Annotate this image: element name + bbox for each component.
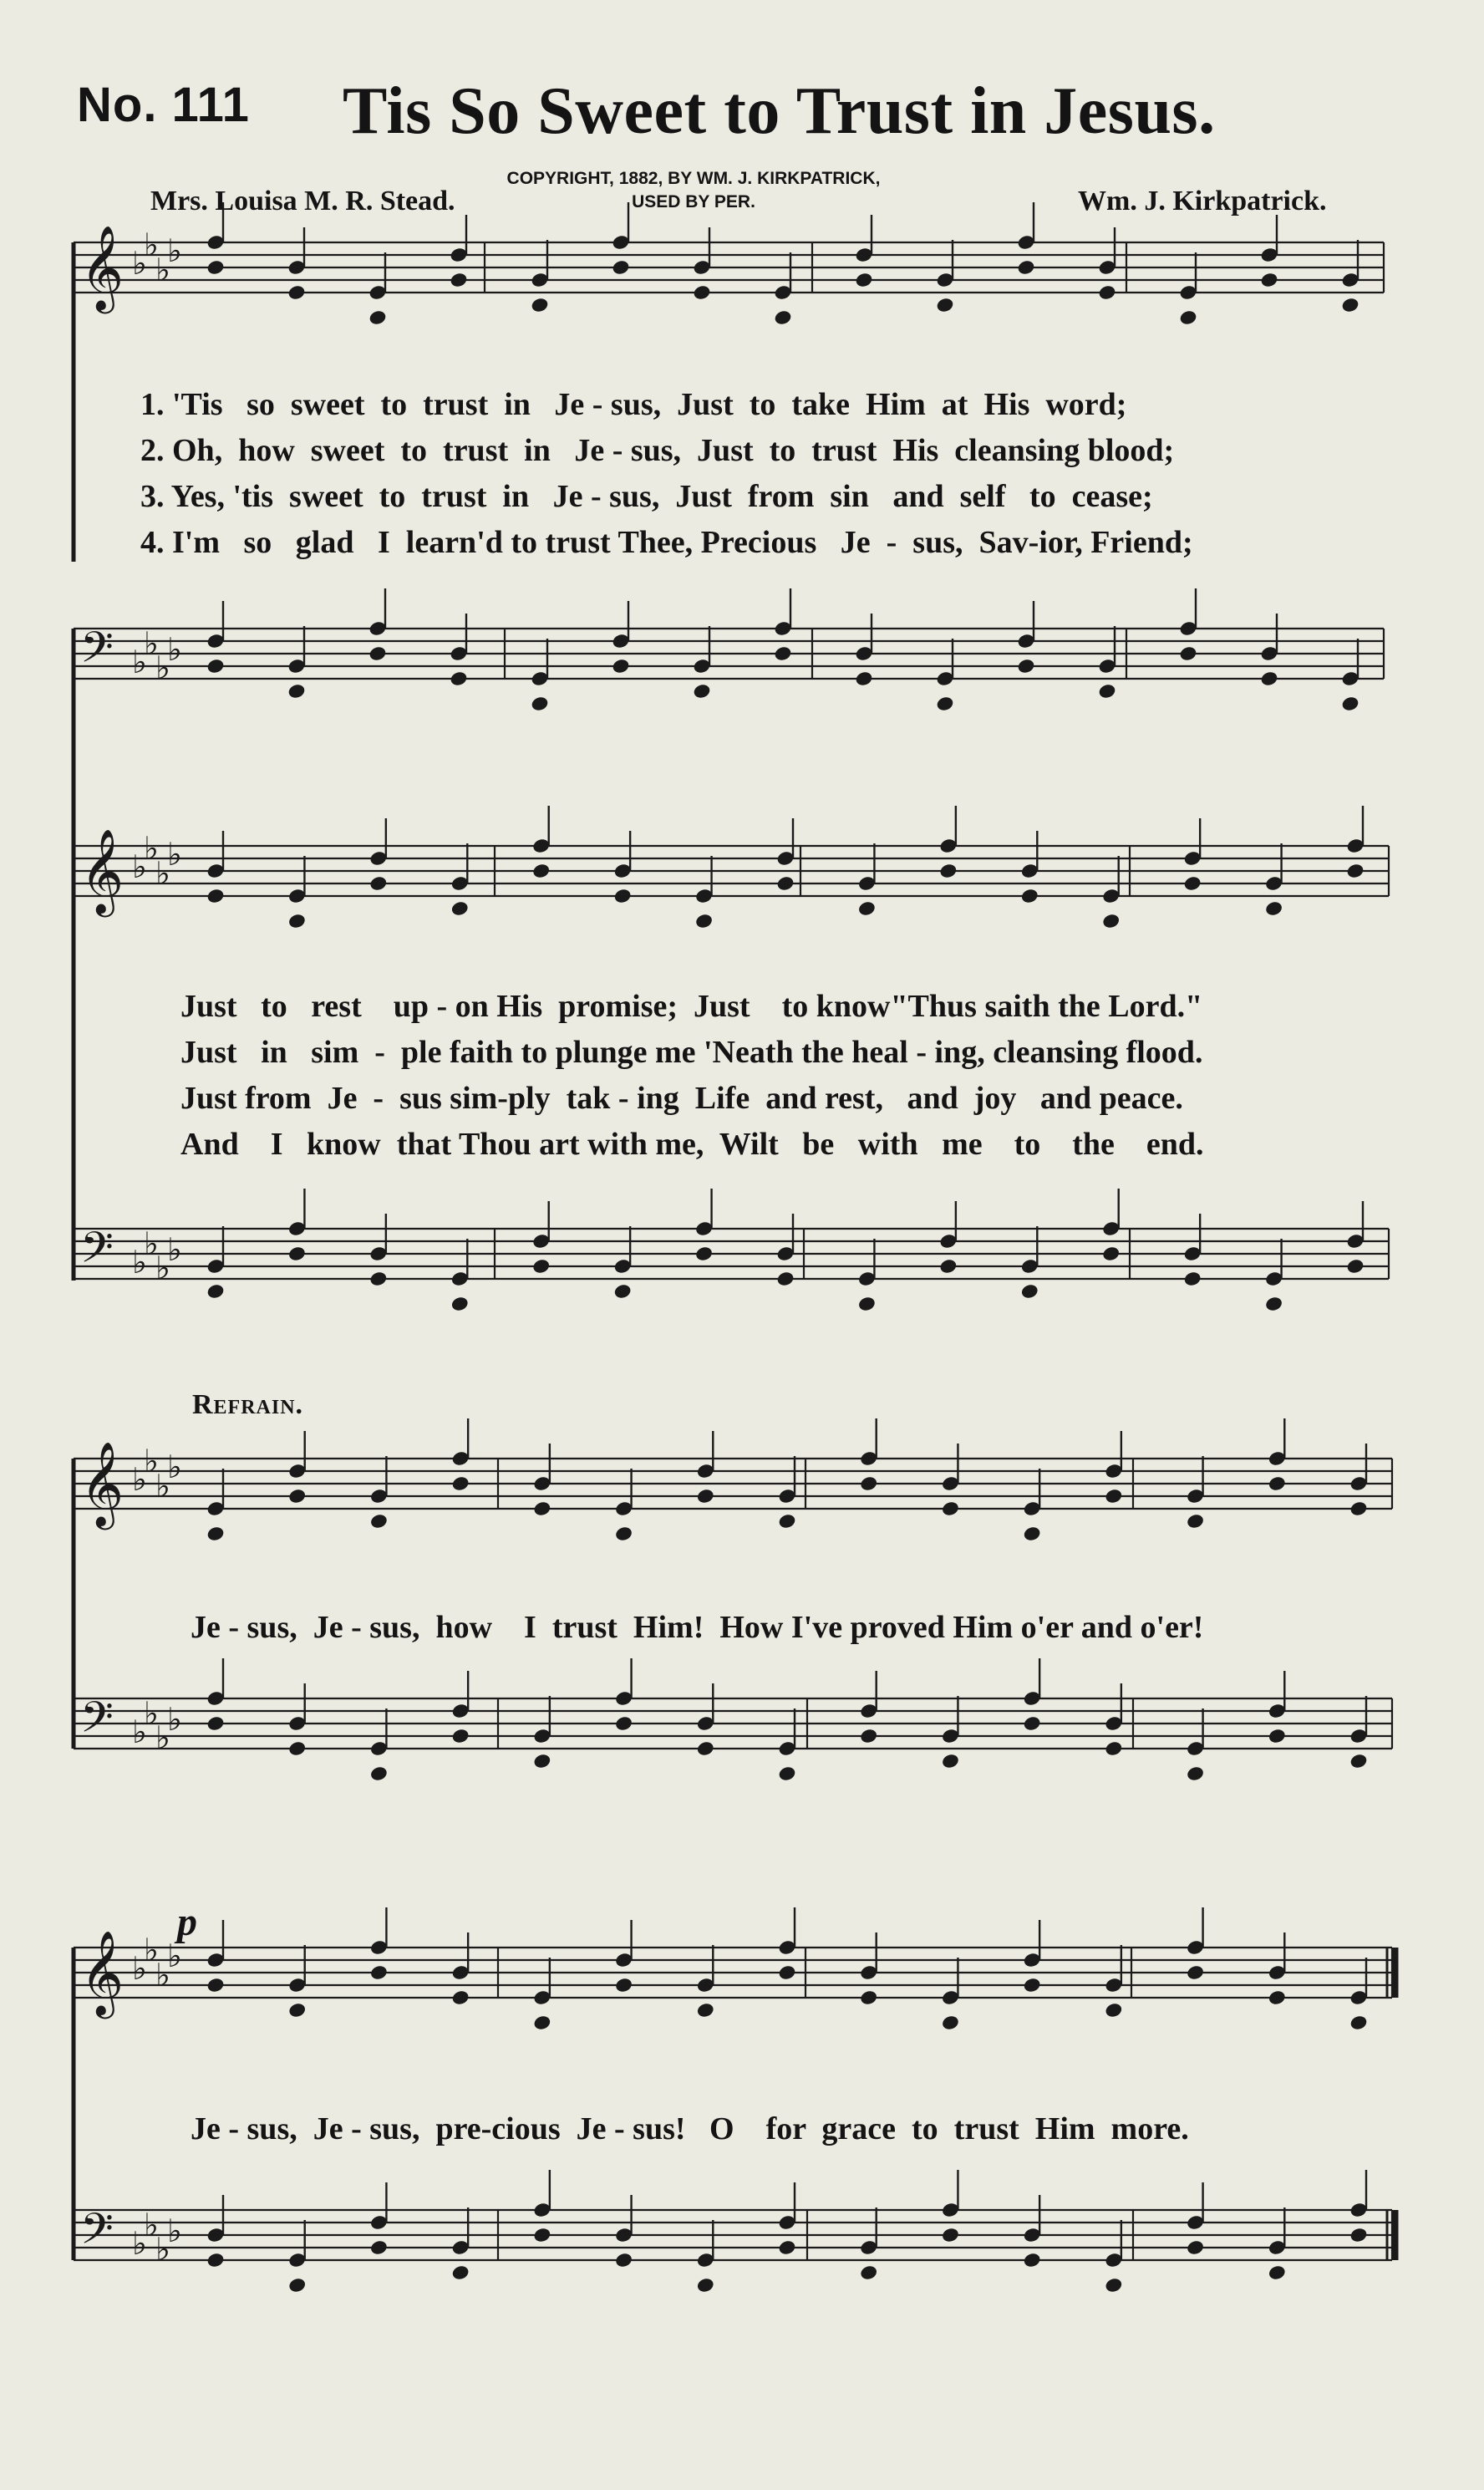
notehead (776, 850, 795, 866)
notehead (451, 1450, 470, 1466)
notehead (696, 1977, 714, 1993)
notehead (1268, 1450, 1286, 1466)
notehead (531, 272, 549, 288)
notehead (1105, 1977, 1123, 1993)
notehead (936, 272, 954, 288)
notehead (1260, 645, 1278, 661)
notehead (1265, 1296, 1283, 1311)
notehead (206, 2252, 225, 2268)
notehead (533, 1989, 551, 2005)
notehead (451, 1989, 470, 2005)
notehead (1105, 1715, 1123, 1731)
notehead (1023, 1715, 1041, 1731)
notehead (532, 1258, 551, 1274)
notehead (451, 2264, 470, 2280)
notehead (1349, 2227, 1368, 2243)
notehead (1341, 272, 1359, 288)
notehead (531, 695, 549, 711)
notehead (288, 1715, 307, 1731)
notehead (612, 658, 630, 674)
notehead (1349, 1753, 1368, 1769)
notehead (1105, 1463, 1123, 1479)
notehead (1346, 838, 1365, 853)
notehead (532, 1233, 551, 1249)
notehead (1023, 1525, 1041, 1541)
notehead (939, 1233, 958, 1249)
notehead (696, 1715, 714, 1731)
notehead (1023, 1500, 1041, 1516)
notehead (696, 1463, 714, 1479)
verse-4-line-1: 4. I'm so glad I learn'd to trust Thee, Precious Je - sus, Sav-ior, Friend; (140, 525, 1193, 560)
notehead (942, 1475, 960, 1491)
notehead (369, 850, 388, 866)
notehead (287, 683, 306, 699)
notehead (858, 875, 877, 891)
notehead (1105, 2002, 1123, 2018)
notehead (450, 1296, 469, 1311)
flat-sign-icon: ♭ (155, 1957, 170, 1994)
notehead (1020, 863, 1039, 878)
notehead (288, 1740, 307, 1756)
notehead (206, 1500, 225, 1516)
notehead (695, 913, 714, 929)
flat-sign-icon: ♭ (167, 631, 182, 668)
notehead (942, 1500, 960, 1516)
notehead (451, 2239, 470, 2255)
flat-sign-icon: ♭ (144, 1225, 159, 1262)
notehead (1102, 913, 1121, 929)
notehead (942, 1728, 960, 1744)
notehead (696, 2002, 714, 2018)
treble-clef-icon: 𝄞 (80, 1440, 125, 1526)
notehead (533, 2014, 551, 2030)
notehead (615, 1525, 633, 1541)
notehead (1341, 297, 1359, 313)
notehead (613, 888, 632, 904)
notehead (206, 1283, 225, 1299)
notehead (942, 1753, 960, 1769)
notehead (1349, 1500, 1368, 1516)
treble-clef-icon: 𝄞 (80, 827, 125, 914)
flat-sign-icon: ♭ (132, 2225, 147, 2262)
flat-sign-icon: ♭ (155, 1719, 170, 1756)
notehead (370, 1765, 389, 1781)
refrain-line-2: Je - sus, Je - sus, pre-cious Je - sus! O for grace to trust Him more. (191, 2111, 1189, 2146)
notehead (693, 658, 711, 674)
notehead (1105, 2277, 1123, 2293)
notehead (288, 913, 307, 929)
notehead (615, 1952, 633, 1968)
notehead (369, 875, 388, 891)
notehead (942, 2202, 960, 2218)
notehead (1268, 1728, 1286, 1744)
notehead (1098, 284, 1116, 300)
notehead (776, 1245, 795, 1261)
notehead (615, 2252, 633, 2268)
notehead (1023, 1977, 1041, 1993)
notehead (370, 1740, 389, 1756)
notehead (532, 863, 551, 878)
refrain-label: Refrain. (192, 1389, 304, 1420)
notehead (1183, 875, 1202, 891)
notehead (936, 670, 954, 686)
notehead (450, 645, 468, 661)
notehead (612, 234, 630, 250)
notehead (206, 633, 225, 649)
notehead (206, 888, 225, 904)
bass-clef-icon: 𝄢 (80, 622, 114, 683)
notehead (368, 284, 387, 300)
notehead (206, 1258, 225, 1274)
notehead (288, 1220, 307, 1236)
notehead (1349, 1728, 1368, 1744)
notehead (288, 2252, 307, 2268)
notehead (774, 645, 792, 661)
notehead (778, 1765, 796, 1781)
notehead (450, 900, 469, 916)
notehead (1349, 2202, 1368, 2218)
notehead (693, 683, 711, 699)
notehead (778, 1964, 796, 1980)
notehead (1183, 1270, 1202, 1286)
notehead (860, 1989, 878, 2005)
notehead (942, 2014, 960, 2030)
notehead (1023, 1952, 1041, 1968)
flat-sign-icon: ♭ (155, 1468, 170, 1505)
flat-sign-icon: ♭ (167, 1231, 182, 1268)
notehead (1346, 1233, 1365, 1249)
notehead (858, 900, 877, 916)
notehead (855, 670, 873, 686)
notehead (1187, 1488, 1205, 1504)
flat-sign-icon: ♭ (132, 644, 147, 680)
notehead (1098, 658, 1116, 674)
notehead (451, 1964, 470, 1980)
notehead (1349, 1989, 1368, 2005)
notehead (1268, 1989, 1286, 2005)
notehead (370, 1964, 389, 1980)
flat-sign-icon: ♭ (155, 649, 170, 686)
notehead (1020, 888, 1039, 904)
notehead (613, 1258, 632, 1274)
notehead (206, 234, 225, 250)
notehead (860, 1964, 878, 1980)
flat-sign-icon: ♭ (132, 1244, 147, 1281)
flat-sign-icon: ♭ (167, 2212, 182, 2249)
notehead (860, 1475, 878, 1491)
notehead (450, 875, 469, 891)
notehead (860, 1450, 878, 1466)
notehead (860, 2264, 878, 2280)
verse-2-line-1: 2. Oh, how sweet to trust in Je - sus, Just to trust His cleansing blood; (140, 433, 1175, 468)
notehead (1098, 259, 1116, 275)
notehead (942, 1989, 960, 2005)
notehead (1187, 2214, 1205, 2230)
notehead (695, 1220, 714, 1236)
notehead (1268, 2264, 1286, 2280)
verse-3-line-2: Just from Je - sus sim-ply tak - ing Life and rest, and joy and peace. (180, 1081, 1183, 1116)
notehead (774, 309, 792, 325)
notehead (1017, 658, 1035, 674)
notehead (695, 888, 714, 904)
flat-sign-icon: ♭ (167, 1938, 182, 1974)
flat-sign-icon: ♭ (144, 2207, 159, 2243)
flat-sign-icon: ♭ (132, 848, 147, 885)
notehead (696, 2252, 714, 2268)
notehead (206, 1952, 225, 1968)
notehead (1260, 670, 1278, 686)
notehead (1102, 1245, 1121, 1261)
flat-sign-icon: ♭ (132, 1713, 147, 1750)
flat-sign-icon: ♭ (155, 1250, 170, 1286)
notehead (1020, 1283, 1039, 1299)
flat-sign-icon: ♭ (167, 232, 182, 269)
notehead (1105, 2252, 1123, 2268)
flat-sign-icon: ♭ (132, 1950, 147, 1987)
notehead (613, 1283, 632, 1299)
flat-sign-icon: ♭ (132, 245, 147, 282)
notehead (533, 2202, 551, 2218)
notehead (1098, 683, 1116, 699)
notehead (1265, 875, 1283, 891)
notehead (1187, 1513, 1205, 1529)
refrain-line-1: Je - sus, Je - sus, how I trust Him! How I've proved Him o'er and o'er! (191, 1610, 1204, 1645)
notehead (370, 1939, 389, 1955)
notehead (778, 1939, 796, 1955)
notehead (774, 620, 792, 636)
notehead (1179, 645, 1197, 661)
notehead (1102, 1220, 1121, 1236)
notehead (936, 695, 954, 711)
copyright-line: COPYRIGHT, 1882, BY WM. J. KIRKPATRICK, (506, 169, 881, 188)
flat-sign-icon: ♭ (167, 1449, 182, 1485)
notehead (450, 272, 468, 288)
notehead (939, 863, 958, 878)
notehead (860, 1728, 878, 1744)
bass-clef-icon: 𝄢 (80, 1222, 114, 1283)
notehead (1023, 1690, 1041, 1706)
flat-sign-icon: ♭ (144, 227, 159, 263)
flat-sign-icon: ♭ (144, 1695, 159, 1732)
notehead (450, 670, 468, 686)
notehead (1183, 1245, 1202, 1261)
permission-line: USED BY PER. (632, 192, 755, 211)
notehead (370, 2214, 389, 2230)
notehead (1020, 1258, 1039, 1274)
notehead (533, 1500, 551, 1516)
notehead (206, 1715, 225, 1731)
notehead (615, 1690, 633, 1706)
notehead (369, 1245, 388, 1261)
treble-clef-icon: 𝄞 (80, 1929, 125, 2015)
flat-sign-icon: ♭ (155, 252, 170, 288)
verse-1-line-1: 1. 'Tis so sweet to trust in Je - sus, Just to take Him at His word; (140, 387, 1127, 422)
notehead (287, 284, 306, 300)
notehead (855, 645, 873, 661)
flat-sign-icon: ♭ (144, 625, 159, 662)
notehead (288, 1488, 307, 1504)
flat-sign-icon: ♭ (132, 1461, 147, 1498)
notehead (451, 1728, 470, 1744)
notehead (533, 1475, 551, 1491)
notehead (776, 1270, 795, 1286)
notehead (615, 2227, 633, 2243)
notehead (370, 2239, 389, 2255)
notehead (288, 2002, 307, 2018)
flat-sign-icon: ♭ (155, 2231, 170, 2268)
notehead (1017, 234, 1035, 250)
notehead (1268, 1964, 1286, 1980)
notehead (450, 247, 468, 262)
notehead (613, 863, 632, 878)
notehead (776, 875, 795, 891)
notehead (1268, 2239, 1286, 2255)
notehead (206, 1690, 225, 1706)
notehead (1105, 1488, 1123, 1504)
notehead (1346, 1258, 1365, 1274)
notehead (939, 1258, 958, 1274)
notehead (451, 1475, 470, 1491)
notehead (774, 284, 792, 300)
notehead (370, 1513, 389, 1529)
flat-sign-icon: ♭ (144, 1932, 159, 1968)
notehead (1102, 888, 1121, 904)
bass-clef-icon: 𝄢 (80, 1692, 114, 1753)
notehead (206, 863, 225, 878)
notehead (936, 297, 954, 313)
notehead (1023, 2252, 1041, 2268)
notehead (696, 2277, 714, 2293)
notehead (288, 1977, 307, 1993)
notehead (368, 309, 387, 325)
notehead (858, 1270, 877, 1286)
verse-1-line-2: Just to rest up - on His promise; Just to know"Thus saith the Lord." (180, 989, 1203, 1024)
flat-sign-icon: ♭ (144, 830, 159, 867)
notehead (615, 1977, 633, 1993)
notehead (206, 2227, 225, 2243)
notehead (531, 297, 549, 313)
notehead (778, 1488, 796, 1504)
notehead (1341, 695, 1359, 711)
notehead (206, 658, 225, 674)
notehead (1260, 247, 1278, 262)
composer-credit: Wm. J. Kirkpatrick. (1078, 186, 1327, 216)
notehead (693, 259, 711, 275)
notehead (288, 2277, 307, 2293)
notehead (778, 2239, 796, 2255)
notehead (1023, 2227, 1041, 2243)
notehead (450, 1270, 469, 1286)
notehead (778, 1740, 796, 1756)
notehead (695, 1245, 714, 1261)
notehead (1268, 1475, 1286, 1491)
notehead (1341, 670, 1359, 686)
notehead (1105, 1740, 1123, 1756)
author-credit: Mrs. Louisa M. R. Stead. (150, 186, 455, 216)
notehead (1187, 1740, 1205, 1756)
notehead (696, 1488, 714, 1504)
notehead (778, 1513, 796, 1529)
notehead (533, 2227, 551, 2243)
notehead (533, 1753, 551, 1769)
verse-4-line-2: And I know that Thou art with me, Wilt be with me to the end. (180, 1127, 1204, 1162)
notehead (287, 259, 306, 275)
notehead (531, 670, 549, 686)
hymn-number: No. 111 (77, 78, 250, 132)
notehead (1265, 1270, 1283, 1286)
notehead (942, 2227, 960, 2243)
notehead (693, 284, 711, 300)
notehead (1179, 309, 1197, 325)
notehead (451, 1703, 470, 1719)
notehead (1179, 620, 1197, 636)
notehead (288, 1245, 307, 1261)
flat-sign-icon: ♭ (155, 855, 170, 892)
notehead (1187, 1939, 1205, 1955)
notehead (1268, 1703, 1286, 1719)
notehead (1349, 2014, 1368, 2030)
notehead (1017, 633, 1035, 649)
notehead (1179, 284, 1197, 300)
notehead (1017, 259, 1035, 275)
notehead (612, 633, 630, 649)
notehead (1349, 1475, 1368, 1491)
notehead (368, 620, 387, 636)
notehead (778, 2214, 796, 2230)
notehead (1265, 900, 1283, 916)
notehead (1187, 2239, 1205, 2255)
notehead (696, 1740, 714, 1756)
notehead (860, 1703, 878, 1719)
flat-sign-icon: ♭ (144, 1443, 159, 1479)
hymn-title: Tis So Sweet to Trust in Jesus. (343, 74, 1216, 148)
notehead (206, 1525, 225, 1541)
notehead (612, 259, 630, 275)
notehead (855, 247, 873, 262)
notehead (287, 658, 306, 674)
notehead (288, 1463, 307, 1479)
verse-3-line-1: 3. Yes, 'tis sweet to trust in Je - sus, Just from sin and self to cease; (140, 479, 1153, 514)
treble-clef-icon: 𝄞 (80, 224, 125, 310)
notehead (939, 838, 958, 853)
notehead (1187, 1765, 1205, 1781)
notehead (206, 259, 225, 275)
flat-sign-icon: ♭ (167, 836, 182, 873)
bass-clef-icon: 𝄢 (80, 2203, 114, 2264)
notehead (1187, 1964, 1205, 1980)
verse-2-line-2: Just in sim - ple faith to plunge me 'Neath the heal - ing, cleansing flood. (180, 1035, 1203, 1070)
notehead (288, 888, 307, 904)
notehead (615, 1500, 633, 1516)
notehead (1183, 850, 1202, 866)
notehead (370, 1488, 389, 1504)
notehead (206, 1977, 225, 1993)
notehead (615, 1715, 633, 1731)
notehead (369, 1270, 388, 1286)
notehead (858, 1296, 877, 1311)
notehead (1346, 863, 1365, 878)
notehead (855, 272, 873, 288)
notehead (860, 2239, 878, 2255)
notehead (368, 645, 387, 661)
notehead (532, 838, 551, 853)
flat-sign-icon: ♭ (167, 1701, 182, 1738)
notehead (533, 1728, 551, 1744)
notehead (1260, 272, 1278, 288)
dynamic-marking: p (177, 1900, 197, 1944)
